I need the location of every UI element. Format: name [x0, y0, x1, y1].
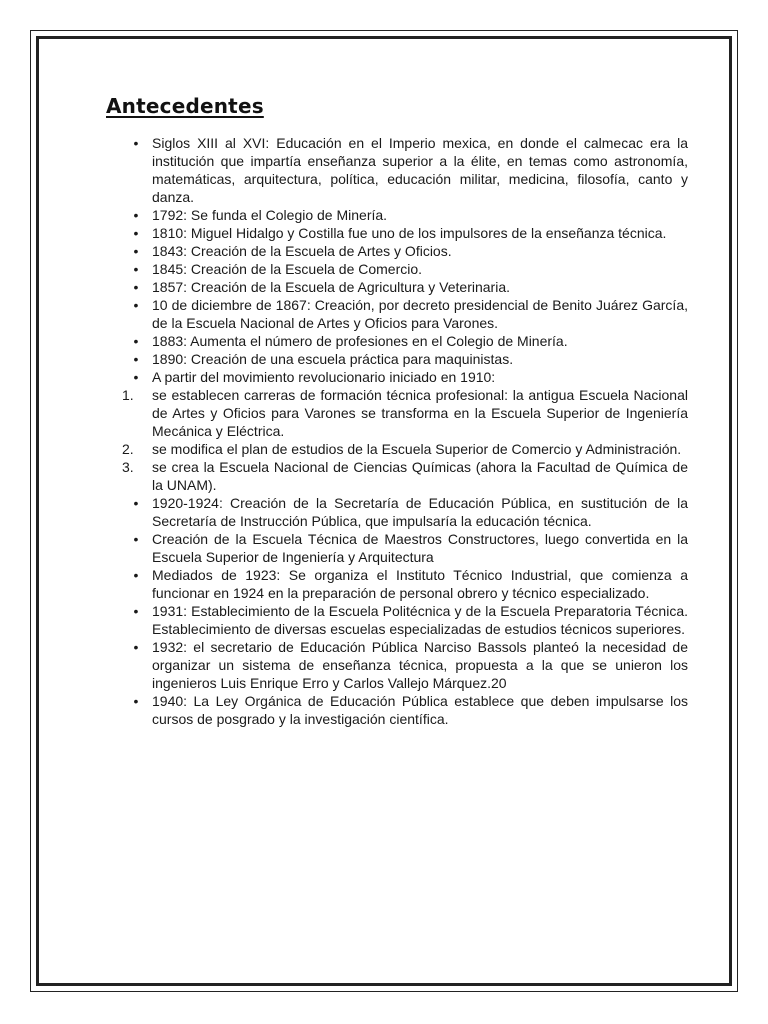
list-item	[133, 350, 688, 368]
bullet-marker: •	[133, 531, 139, 547]
list-item	[133, 602, 688, 638]
list-item-text: 1920-1924: Creación de la Secretaría de Educación Pública, en sustitución de la Secretaría de Instrucción Pública, que impulsaría la educación técnica.	[152, 495, 688, 529]
number-marker: 3.	[122, 459, 134, 475]
bullet-marker: •	[133, 639, 139, 655]
bullet-marker: •	[133, 567, 139, 583]
numbered-list-item	[122, 440, 688, 458]
bullet-marker: •	[133, 279, 139, 295]
list-item-text: 1931: Establecimiento de la Escuela Politécnica y de la Escuela Preparatoria Técnica. Establecimiento de diversas escuelas especializadas de estudios técnicos superiores.	[152, 603, 688, 637]
list-item-text: Mediados de 1923: Se organiza el Instituto Técnico Industrial, que comienza a funcionar en 1924 en la preparación de personal obrero y técnico especializado.	[152, 567, 688, 601]
list-item	[133, 368, 688, 386]
list-item-text: 1810: Miguel Hidalgo y Costilla fue uno de los impulsores de la enseñanza técnica.	[152, 225, 667, 241]
list-item	[133, 530, 688, 566]
bullet-marker: •	[133, 297, 139, 313]
number-marker: 2.	[122, 441, 134, 457]
list-item	[133, 296, 688, 332]
list-item-text: se establecen carreras de formación técnica profesional: la antigua Escuela Nacional de Artes y Oficios para Varones se transforma en la Escuela Superior de Ingeniería Mecánica y Eléctrica.	[152, 387, 688, 439]
bullet-marker: •	[133, 333, 139, 349]
list-item-text: 1845: Creación de la Escuela de Comercio.	[152, 261, 423, 277]
list-item	[133, 278, 688, 296]
list-item-text: Siglos XIII al XVI: Educación en el Imperio mexica, en donde el calmecac era la institución que impartía enseñanza superior a la élite, en temas como astronomía, matemáticas, arquitectura, política, educación militar, medicina, filosofía, canto y danza.	[152, 135, 688, 205]
list-item	[133, 206, 688, 224]
bullet-marker: •	[133, 135, 139, 151]
list-item	[133, 260, 688, 278]
list-item-text: 1843: Creación de la Escuela de Artes y Oficios.	[152, 243, 452, 259]
bullet-marker: •	[133, 207, 139, 223]
numbered-list-item	[122, 386, 688, 440]
list-item	[133, 332, 688, 350]
list-item-text: Creación de la Escuela Técnica de Maestros Constructores, luego convertida en la Escuela Superior de Ingeniería y Arquitectura	[152, 531, 688, 565]
list-item-text: 1890: Creación de una escuela práctica para maquinistas.	[152, 351, 514, 367]
number-marker: 1.	[122, 387, 134, 403]
bullet-marker: •	[133, 351, 139, 367]
bullet-marker: •	[133, 243, 139, 259]
list-item	[133, 566, 688, 602]
bullet-marker: •	[133, 693, 139, 709]
bullet-marker: •	[133, 495, 139, 511]
list-item-text: se crea la Escuela Nacional de Ciencias Químicas (ahora la Facultad de Química de la UNAM).	[152, 459, 688, 493]
list-item-text: 1792: Se funda el Colegio de Minería.	[152, 207, 388, 223]
list-item	[133, 224, 688, 242]
list-item	[133, 134, 688, 206]
history-list	[122, 134, 688, 728]
list-item-text: 1932: el secretario de Educación Pública Narciso Bassols planteó la necesidad de organizar un sistema de enseñanza técnica, propuesta a la que se unieron los ingenieros Luis Enrique Erro y Carlos Vallejo Márquez.20	[152, 639, 688, 691]
list-item	[133, 692, 688, 728]
list-item-text: 1857: Creación de la Escuela de Agricultura y Veterinaria.	[152, 279, 510, 295]
list-item	[133, 638, 688, 692]
bullet-marker: •	[133, 603, 139, 619]
list-item-text: A partir del movimiento revolucionario iniciado en 1910:	[152, 369, 496, 385]
bullet-marker: •	[133, 261, 139, 277]
page-title: Antecedentes	[106, 94, 264, 118]
list-item-text: se modifica el plan de estudios de la Escuela Superior de Comercio y Administración.	[152, 441, 682, 457]
list-item-text: 10 de diciembre de 1867: Creación, por decreto presidencial de Benito Juárez García, de la Escuela Nacional de Artes y Oficios para Varones.	[152, 297, 688, 331]
list-item	[133, 242, 688, 260]
bullet-marker: •	[133, 225, 139, 241]
list-item-text: 1883: Aumenta el número de profesiones en el Colegio de Minería.	[152, 333, 568, 349]
list-item	[133, 494, 688, 530]
numbered-list-item	[122, 458, 688, 494]
list-item-text: 1940: La Ley Orgánica de Educación Pública establece que deben impulsarse los cursos de posgrado y la investigación científica.	[152, 693, 688, 727]
bullet-marker: •	[133, 369, 139, 385]
